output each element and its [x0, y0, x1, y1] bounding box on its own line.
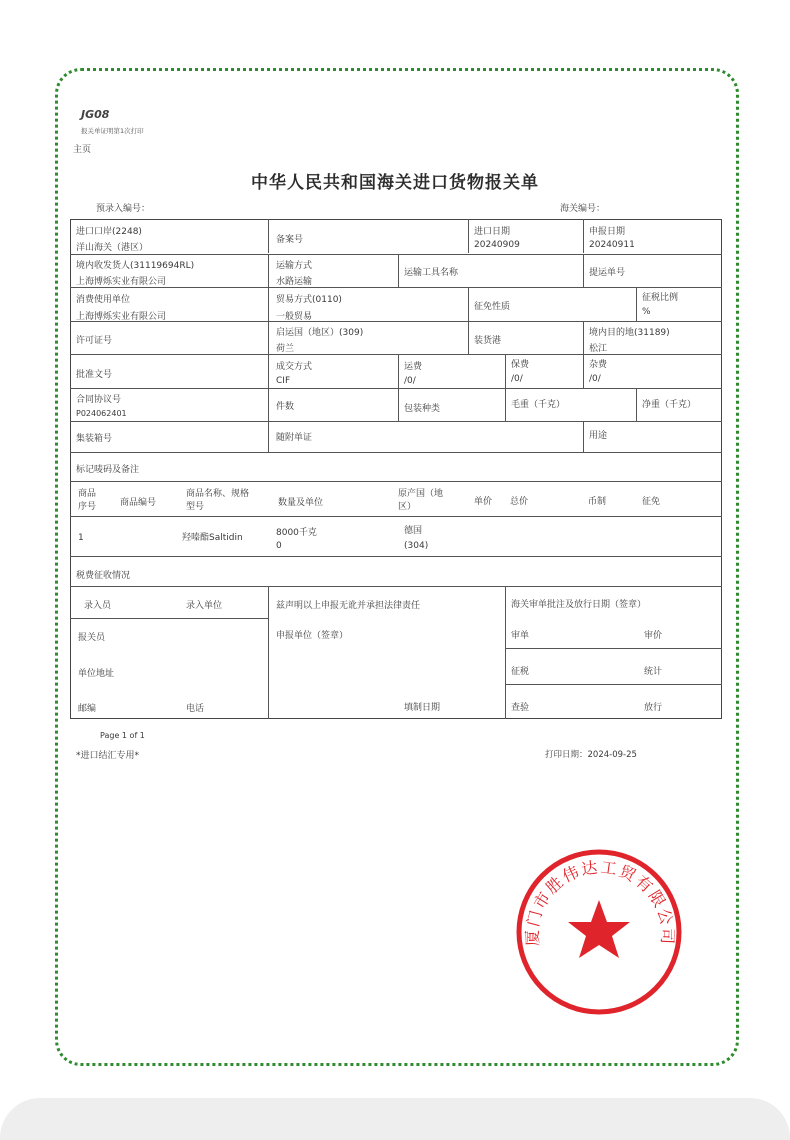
record-number-label: 备案号 — [276, 235, 304, 245]
consignee-label: 境内收发货人(31119694RL) — [76, 261, 195, 271]
goods-origin-code-cell: (304) — [404, 541, 429, 551]
goods-seq-header: 商品 序号 — [78, 489, 97, 512]
goods-total-header: 总价 — [510, 497, 529, 507]
entry-unit-label: 录入单位 — [186, 601, 223, 611]
marks-remarks-label: 标记唛码及备注 — [76, 465, 140, 475]
import-port-label: 进口口岸(2248) — [76, 227, 142, 237]
consumer-label: 消费使用单位 — [76, 295, 131, 305]
svg-text:厦门市胜伟达工贸有限公司: 厦门市胜伟达工贸有限公司 — [522, 857, 678, 947]
trade-mode-value: 一般贸易 — [276, 312, 313, 322]
broker-label: 报关员 — [78, 633, 106, 643]
import-date-label: 进口日期 — [474, 227, 511, 237]
goods-origin-header: 原产国（地 区） — [398, 489, 444, 512]
bill-number-label: 提运单号 — [589, 268, 626, 278]
origin-country-value: 荷兰 — [276, 344, 295, 354]
levy-label: 征税 — [511, 667, 530, 677]
page-title: 中华人民共和国海关进口货物报关单 — [251, 173, 539, 193]
goods-qty-secondary-cell: 0 — [276, 541, 282, 551]
consignee-value: 上海博烁实业有限公司 — [76, 277, 167, 287]
contract-value: P024062401 — [76, 409, 127, 418]
goods-qty-cell: 8000千克 — [276, 528, 317, 538]
page-indicator: Page 1 of 1 — [100, 731, 145, 740]
transport-tool-label: 运输工具名称 — [404, 268, 459, 278]
postcode-label: 邮编 — [78, 704, 97, 714]
exchange-note: *进口结汇专用* — [76, 751, 140, 761]
goods-name-cell: 羟嗪酯Saltidin — [182, 533, 243, 543]
freight-value: /0/ — [404, 376, 416, 386]
package-type-label: 包装种类 — [404, 404, 441, 414]
pieces-label: 件数 — [276, 402, 295, 412]
statistics-label: 统计 — [644, 667, 663, 677]
transport-mode-label: 运输方式 — [276, 261, 313, 271]
goods-code-header: 商品编号 — [120, 498, 157, 508]
net-weight-label: 净重（千克） — [642, 400, 697, 410]
insurance-label: 保费 — [511, 360, 530, 370]
pre-entry-number-label: 预录入编号： — [96, 204, 151, 214]
declare-date-label: 申报日期 — [589, 227, 626, 237]
misc-fee-value: /0/ — [589, 374, 601, 384]
declare-unit-label: 申报单位（签章） — [276, 631, 349, 641]
contract-label: 合同协议号 — [76, 395, 122, 405]
container-number-label: 集装箱号 — [76, 434, 113, 444]
goods-name-header: 商品名称、规格 型号 — [186, 489, 250, 512]
customs-number-label: 海关编号： — [560, 204, 606, 214]
goods-currency-header: 币制 — [588, 497, 607, 507]
attached-docs-label: 随附单证 — [276, 433, 313, 443]
customs-remark-label: 海关审单批注及放行日期（签章） — [511, 600, 647, 610]
insurance-value: /0/ — [511, 374, 523, 384]
form-code: JG08 — [81, 108, 110, 121]
tax-collection-label: 税费征收情况 — [76, 571, 131, 581]
deal-mode-value: CIF — [276, 376, 291, 386]
tax-ratio-value: % — [642, 307, 651, 317]
print-date: 打印日期：2024-09-25 — [545, 750, 637, 760]
deal-mode-label: 成交方式 — [276, 362, 313, 372]
consumer-value: 上海博烁实业有限公司 — [76, 312, 167, 322]
print-note: 报关单证明第1次打印 — [81, 127, 144, 135]
fill-date-label: 填制日期 — [404, 703, 441, 713]
transport-mode-value: 水路运输 — [276, 277, 313, 287]
goods-exempt-header: 征免 — [642, 497, 661, 507]
seal-star-icon — [568, 900, 630, 958]
declaration-form-grid — [70, 219, 722, 719]
exemption-label: 征免性质 — [474, 302, 511, 312]
goods-qty-header: 数量及单位 — [278, 498, 324, 508]
goods-price-header: 单价 — [474, 497, 493, 507]
loading-port-label: 装货港 — [474, 336, 502, 346]
tax-ratio-label: 征税比例 — [642, 293, 679, 303]
import-port-value: 洋山海关（港区） — [76, 243, 149, 253]
origin-country-label: 启运国（地区）(309) — [276, 328, 364, 338]
declaration-statement: 兹声明以上申报无讹并承担法律责任 — [276, 601, 421, 611]
release-label: 放行 — [644, 703, 663, 713]
import-date-value: 20240909 — [474, 240, 520, 250]
inspect-label: 查验 — [511, 703, 530, 713]
usage-label: 用途 — [589, 431, 608, 441]
home-label: 主页 — [73, 145, 92, 155]
destination-value: 松江 — [589, 344, 608, 354]
goods-origin-cell: 德国 — [404, 526, 423, 536]
trade-mode-label: 贸易方式(0110) — [276, 295, 342, 305]
license-label: 许可证号 — [76, 336, 113, 346]
unit-address-label: 单位地址 — [78, 669, 115, 679]
review-doc-label: 审单 — [511, 631, 530, 641]
approval-number-label: 批准文号 — [76, 370, 113, 380]
phone-label: 电话 — [186, 704, 205, 714]
review-price-label: 审价 — [644, 631, 663, 641]
goods-seq-cell: 1 — [78, 533, 84, 543]
misc-fee-label: 杂费 — [589, 360, 608, 370]
freight-label: 运费 — [404, 362, 423, 372]
company-seal — [515, 832, 683, 1016]
gross-weight-label: 毛重（千克） — [511, 400, 566, 410]
declare-date-value: 20240911 — [589, 240, 635, 250]
destination-label: 境内目的地(31189) — [589, 328, 670, 338]
entry-clerk-label: 录入员 — [84, 601, 112, 611]
